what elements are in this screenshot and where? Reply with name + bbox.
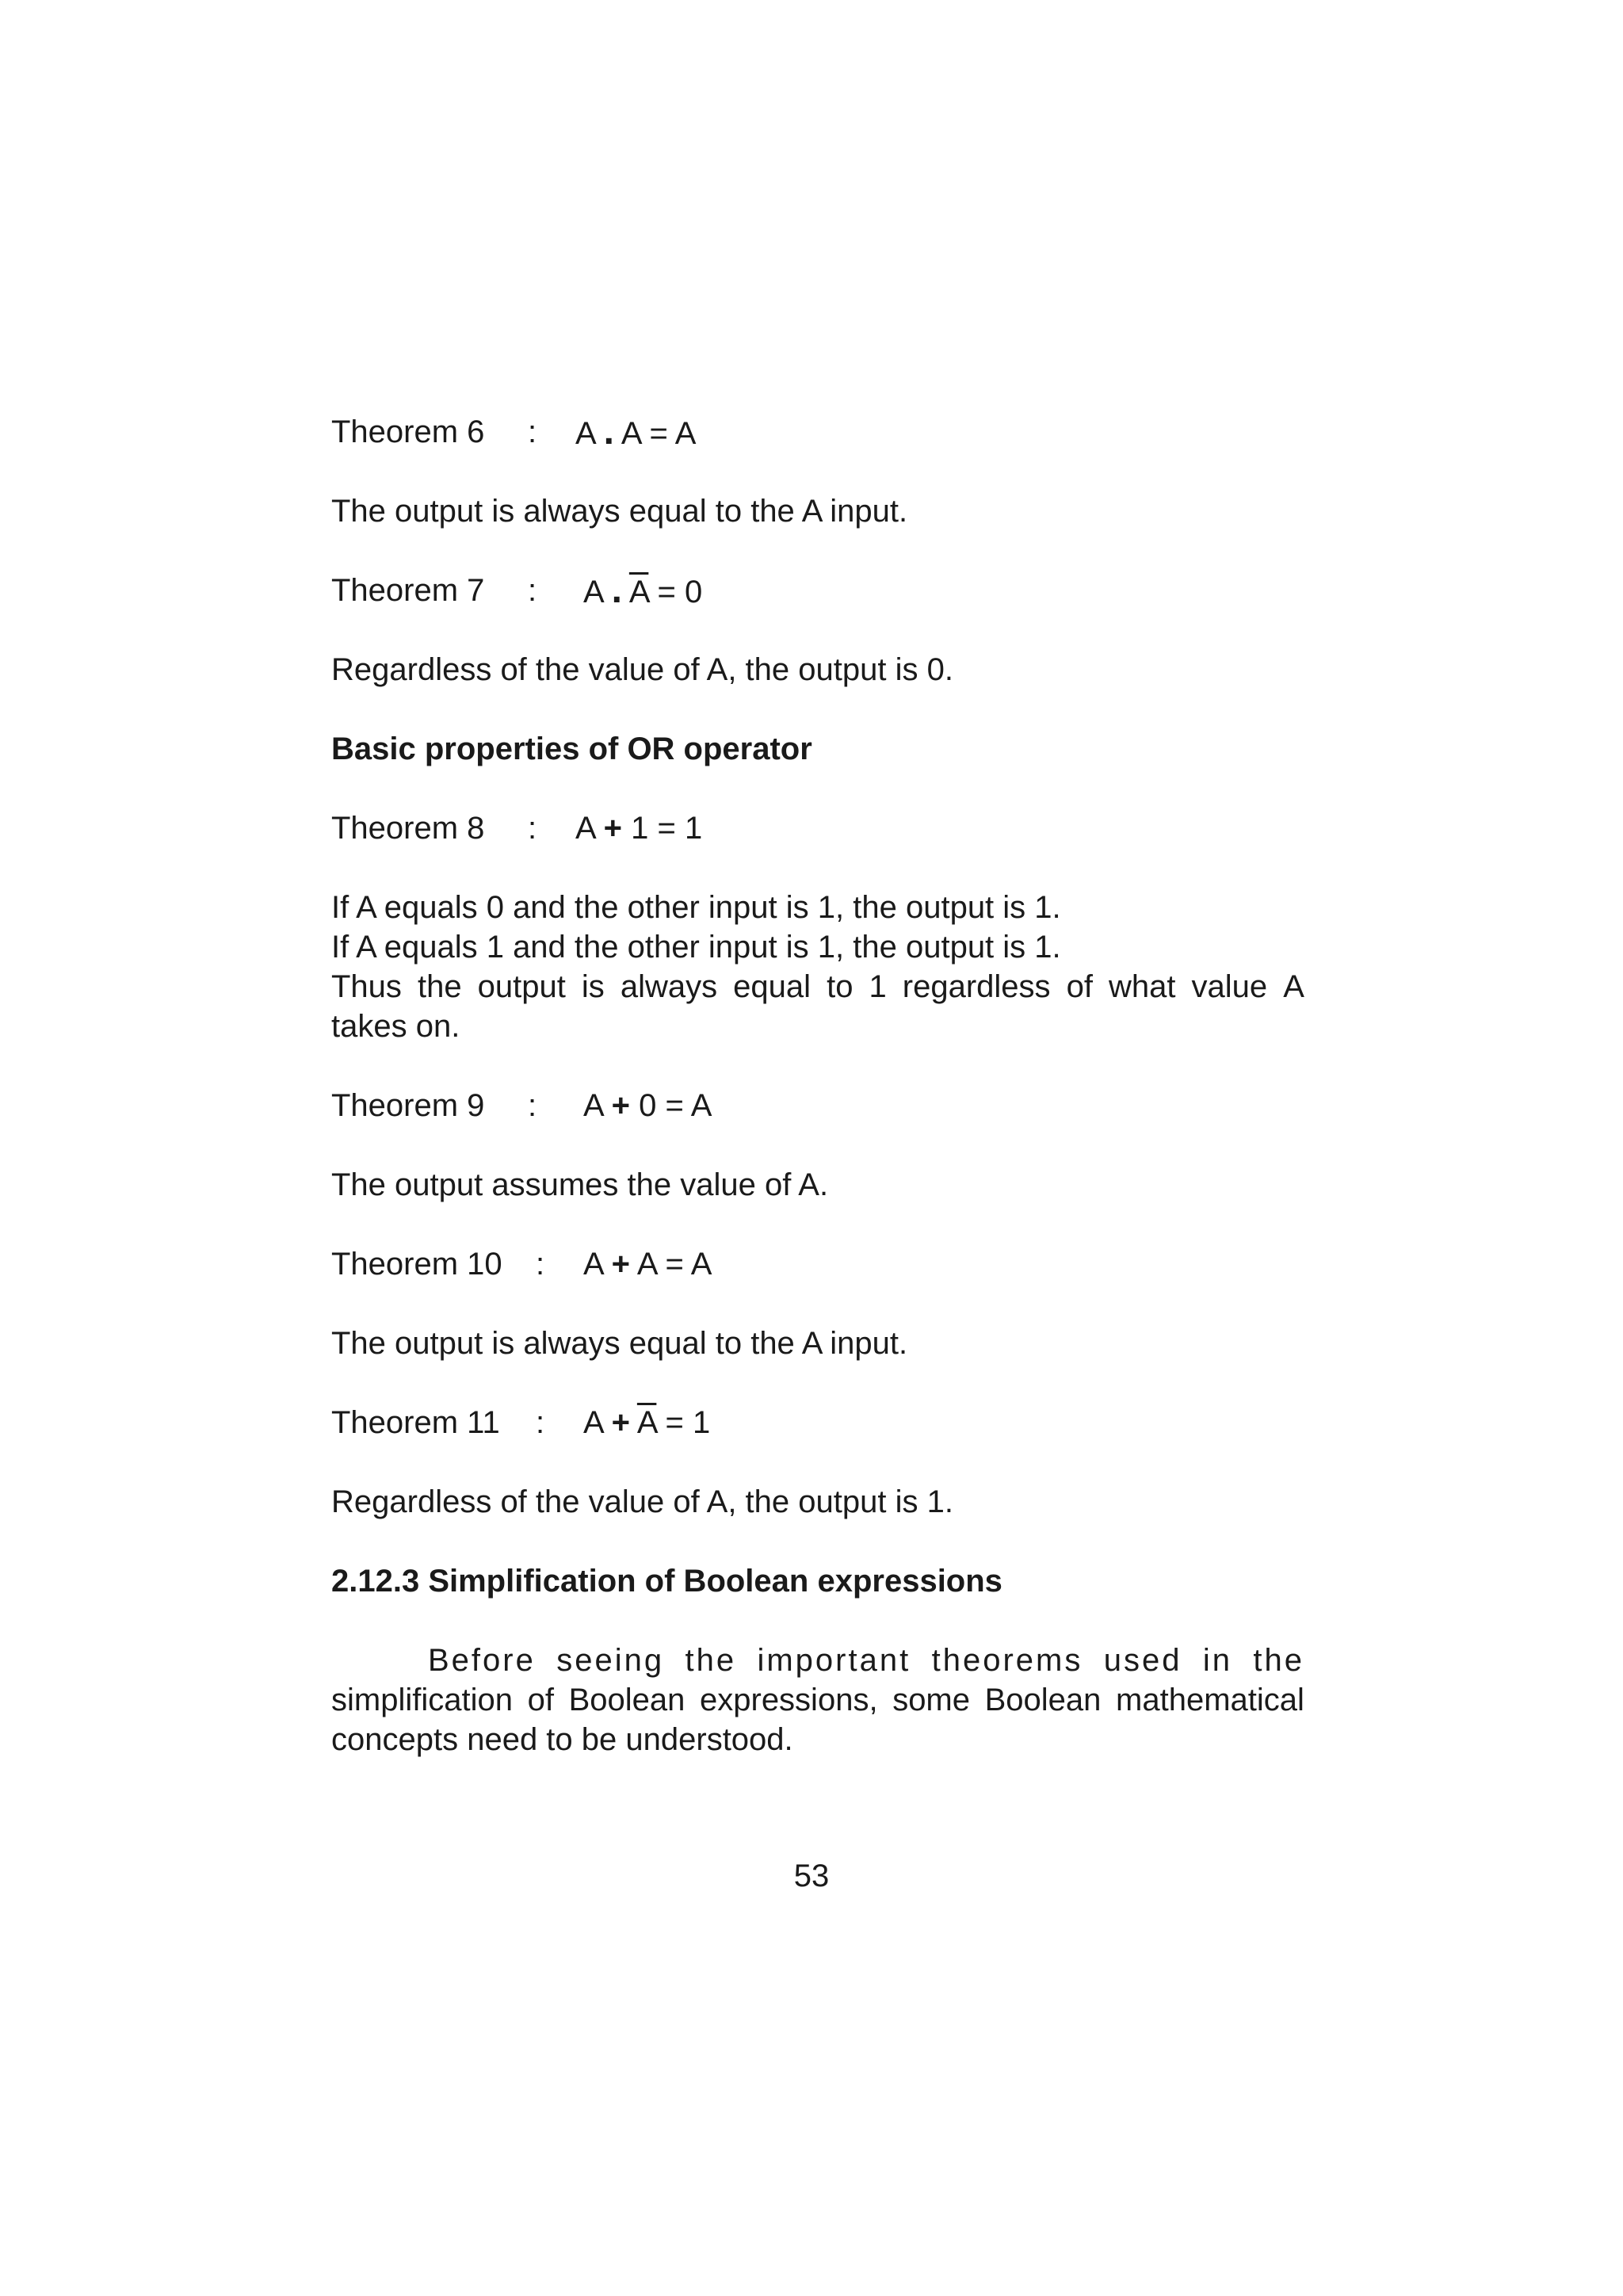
theorem-8-line-word: output [477,969,566,1004]
theorem-8-line-word: equal [733,969,812,1004]
theorem-7-description: Regardless of the value of A, the output is 0. [331,652,953,687]
theorem-8-line-word: is [581,969,605,1004]
theorem-11-description: Regardless of the value of A, the output is 1. [331,1484,953,1519]
or-properties-heading: Basic properties of OR operator [331,732,812,766]
theorem-8-line-word: 1 [869,969,887,1004]
complement-bar: $\overline{A}$ [636,1405,657,1440]
intro-paragraph: Before seeing the important theorems used in the simplification of Boolean expressions, some Boolean mathematical concepts need to be understood. [331,1641,1304,1759]
intro-line-2-word: Boolean [568,1683,685,1717]
theorem-8-line-word: of [1066,969,1093,1004]
theorem-expression: A + 0 = A [583,1088,712,1123]
theorem-8-description: If A equals 0 and the other input is 1, the output is 1. If A equals 1 and the other input is 1, the output is 1. Thus the output is always equal to 1 regardless of what value A takes on. [331,890,1304,1044]
theorem-expression: A . $\overline{A} = 0$ [583,569,703,611]
theorem-8-line-word: to [827,969,854,1004]
intro-line-1-word: the [1253,1643,1304,1678]
theorem-colon: : [528,573,537,608]
theorem-8-line-word: the [417,969,462,1004]
theorem-10-description: The output is always equal to the A input. [331,1326,908,1361]
theorem-label: Theorem 9 [331,1088,485,1123]
theorem-label: Theorem 6 [331,415,485,449]
intro-line-2-word: mathematical [1116,1683,1304,1717]
theorem-6-description: The output is always equal to the A input. [331,494,908,529]
theorem-8-line-word: always [620,969,718,1004]
section-heading: 2.12.3 Simplification of Boolean expressions [331,1564,1002,1599]
theorem-label: Theorem 7 [331,573,485,608]
intro-line-2-word: Boolean [984,1683,1102,1717]
theorem-colon: : [528,1088,537,1123]
intro-line-1-word: theorems [931,1643,1083,1678]
intro-line-1-word: used [1103,1643,1182,1678]
theorem-label: Theorem 8 [331,811,485,846]
theorem-expression: $A + \overline{A} = 1$ [583,1405,711,1440]
intro-line-1-word: Before [428,1643,536,1678]
theorem-expression: A . A = A [575,411,697,453]
intro-line-1-word: the [685,1643,737,1678]
theorem-colon: : [528,415,537,449]
theorem-8-line-word: value [1191,969,1268,1004]
theorem-colon: : [536,1247,545,1282]
theorem-expression: A + 1 = 1 [575,811,703,846]
theorem-colon: : [536,1405,545,1440]
page-number: 53 [793,1859,830,1893]
intro-line-2-word: of [527,1683,554,1717]
intro-line-1-word: in [1202,1643,1232,1678]
theorem-colon: : [528,811,537,846]
theorem-8-line-word: Thus [331,969,402,1004]
theorem-8-line-word: regardless [902,969,1051,1004]
intro-line-2-word: some [892,1683,970,1717]
theorem-label: Theorem 11 [331,1405,500,1440]
intro-line-2-word: expressions, [700,1683,878,1717]
theorem-expression: A + A = A [583,1247,712,1282]
intro-line-2-word: simplification [331,1683,513,1717]
theorem-8-line-word: A [1283,969,1304,1004]
theorem-9-description: The output assumes the value of A. [331,1167,829,1202]
complement-bar: $\overline{A}$ [628,575,649,609]
intro-line-1-word: seeing [556,1643,665,1678]
theorem-label: Theorem 10 [331,1247,502,1282]
intro-line-1-word: important [757,1643,911,1678]
theorem-8-line-word: what [1109,969,1176,1004]
